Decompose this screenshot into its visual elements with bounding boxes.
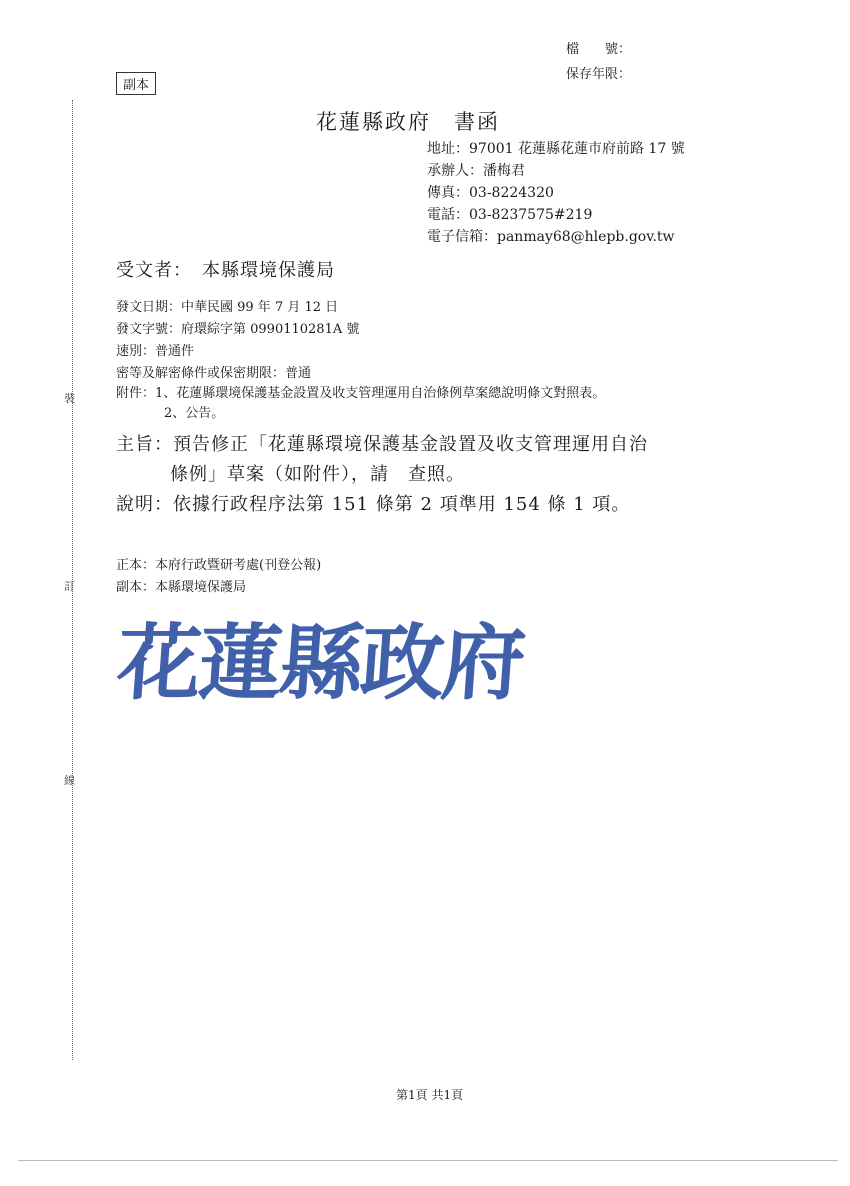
- recipient: 受文者： 本縣環境保護局: [116, 260, 335, 281]
- attachment-2: 2、公告。: [164, 406, 225, 421]
- distribution-main: 正本：本府行政暨研考處(刊登公報): [116, 558, 322, 573]
- distribution-copy: 副本：本縣環境保護局: [116, 580, 247, 595]
- page-footer: 第1頁 共1頁: [396, 1088, 464, 1102]
- explanation: 說明：依據行政程序法第 151 條第 2 項準用 154 條 1 項。: [116, 494, 631, 515]
- page-bottom-rule: [18, 1160, 838, 1161]
- copy-mark-box: 副本: [116, 72, 156, 95]
- binding-char-staple: 訂: [64, 580, 75, 593]
- issue-date: 發文日期：中華民國 99 年 7 月 12 日: [116, 300, 339, 315]
- file-number-label: 檔 號：: [566, 42, 632, 57]
- document-title: 花蓮縣政府 書函: [316, 110, 500, 134]
- government-seal-stamp: 花蓮縣政府: [114, 614, 526, 711]
- contact-fax: 傳真：03-8224320: [427, 185, 554, 201]
- contact-phone: 電話：03-8237575#219: [427, 207, 593, 223]
- contact-address: 地址：97001 花蓮縣花蓮市府前路 17 號: [427, 141, 685, 157]
- contact-email: 電子信箱：panmay68@hlepb.gov.tw: [427, 229, 675, 245]
- binding-char-line: 線: [64, 774, 75, 787]
- delivery-speed: 速別：普通件: [116, 344, 195, 359]
- subject-line-1: 主旨：預告修正「花蓮縣環境保護基金設置及收支管理運用自治: [116, 434, 648, 455]
- security-level: 密等及解密條件或保密期限：普通: [116, 366, 312, 381]
- retention-period-label: 保存年限：: [566, 67, 632, 82]
- contact-handler: 承辦人：潘梅君: [427, 163, 525, 179]
- document-number: 發文字號：府環綜字第 0990110281A 號: [116, 322, 360, 337]
- binding-char-bind: 裝: [64, 392, 75, 405]
- attachment-1: 附件：1、花蓮縣環境保護基金設置及收支管理運用自治條例草案總說明條文對照表。: [116, 386, 606, 401]
- subject-line-2: 條例」草案（如附件），請 查照。: [170, 464, 465, 485]
